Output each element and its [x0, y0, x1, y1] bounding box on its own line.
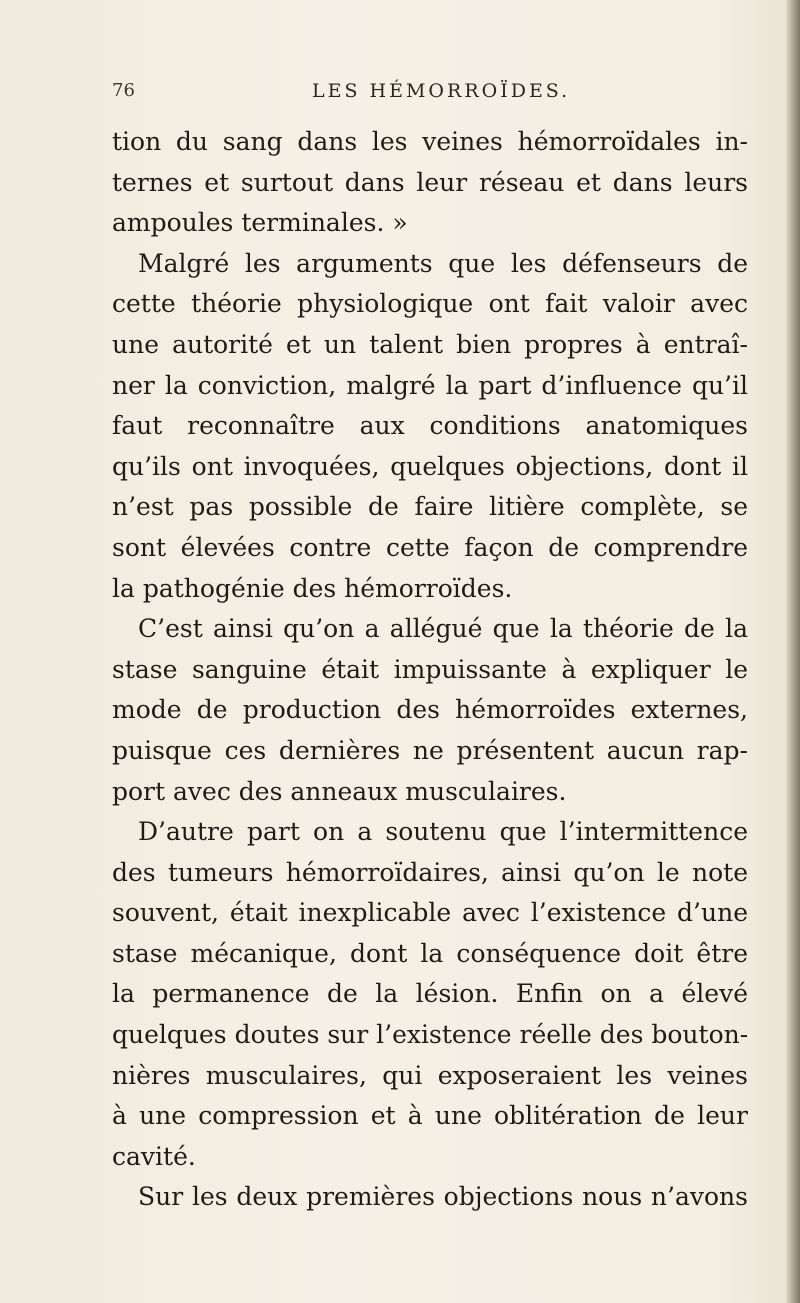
text-line: tion du sang dans les veines hémorroïdales in-: [112, 127, 748, 156]
text-line: souvent, était inexplicable avec l’existence d’une: [112, 898, 748, 928]
text-line: puisque ces dernières ne présentent aucun rap-: [112, 735, 748, 765]
text-line: faut reconnaître aux conditions anatomiques: [112, 411, 748, 441]
text-line: stase sanguine était impuissante à expliquer le: [112, 654, 748, 684]
page-number: 76: [112, 80, 135, 101]
text-line: à une compression et à une oblitération de leur: [112, 1101, 748, 1131]
body-text: [112, 122, 748, 1218]
page-edge-shadow: [786, 0, 800, 1303]
text-line: quelques doutes sur l’existence réelle des bouton-: [112, 1020, 748, 1050]
text-line: Malgré les arguments que les défenseurs de: [138, 248, 748, 278]
text-line: Sur les deux premières objections nous n’avons: [138, 1182, 748, 1212]
text-line: ner la conviction, malgré la part d’influence qu’il: [112, 370, 748, 400]
running-title: LES HÉMORROÏDES.: [312, 80, 571, 102]
text-line: nières musculaires, qui exposeraient les veines: [112, 1060, 748, 1090]
text-line: C’est ainsi qu’on a allégué que la théorie de la: [138, 614, 748, 644]
text-line: une autorité et un talent bien propres à entraî-: [112, 329, 748, 359]
text-line: ampoules terminales. »: [112, 208, 408, 238]
text-line: des tumeurs hémorroïdaires, ainsi qu’on le note: [112, 857, 748, 887]
text-line: ternes et surtout dans leur réseau et dans leurs: [112, 167, 748, 197]
text-line: cavité.: [112, 1141, 196, 1171]
text-line: la permanence de la lésion. Enfin on a élevé: [112, 979, 748, 1009]
text-line: stase mécanique, dont la conséquence doit être: [112, 938, 748, 968]
text-line: port avec des anneaux musculaires.: [112, 776, 567, 806]
text-line: la pathogénie des hémorroïdes.: [112, 573, 513, 603]
text-line: n’est pas possible de faire litière complète, se: [112, 492, 748, 522]
text-line: mode de production des hémorroïdes externes,: [112, 695, 748, 725]
text-line: cette théorie physiologique ont fait valoir avec: [112, 289, 748, 319]
page-header: [112, 80, 752, 114]
text-line: qu’ils ont invoquées, quelques objections, dont il: [112, 451, 748, 481]
text-line: sont élevées contre cette façon de comprendre: [112, 532, 748, 562]
text-line: D’autre part on a soutenu que l’intermittence: [138, 817, 748, 847]
